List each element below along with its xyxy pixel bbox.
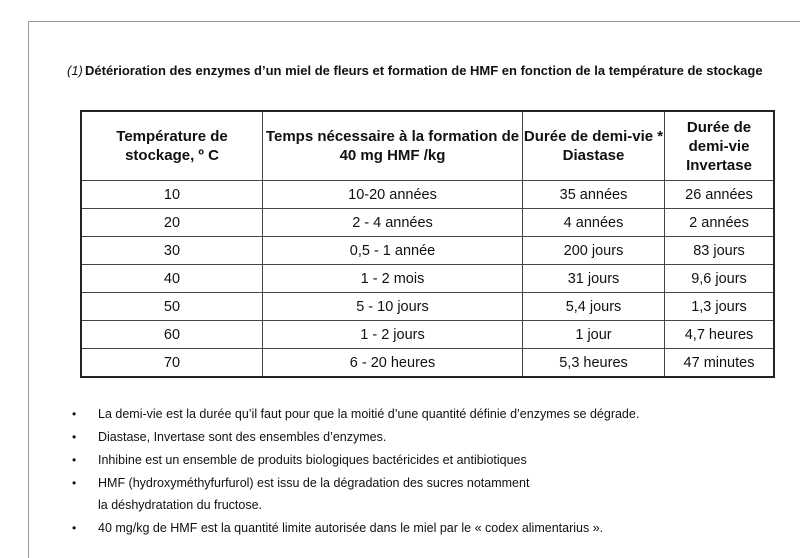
table-row xyxy=(81,265,774,293)
cell-temperature: 70 xyxy=(81,349,263,378)
list-item xyxy=(72,449,792,471)
header-diastase-half-life: Durée de demi-vie * Diastase xyxy=(523,111,665,181)
cell-temperature: 30 xyxy=(81,237,263,265)
table-caption xyxy=(67,60,787,82)
list-item xyxy=(72,472,792,516)
cell-hmf-time: 0,5 - 1 année xyxy=(263,237,523,265)
note-text: HMF (hydroxyméthyfurfurol) est issu de la dégradation des sucres notamment xyxy=(98,476,530,490)
cell-invertase: 47 minutes xyxy=(665,349,775,378)
table-row xyxy=(81,209,774,237)
list-item xyxy=(72,403,792,425)
header-temperature: Température de stockage, º C xyxy=(81,111,263,181)
cell-diastase: 31 jours xyxy=(523,265,665,293)
caption-text: Détérioration des enzymes d’un miel de fleurs et formation de HMF en fonction de la température de stockage xyxy=(85,63,763,78)
notes-list xyxy=(72,403,792,540)
bullet-icon: • xyxy=(72,453,77,467)
cell-invertase: 26 années xyxy=(665,181,775,209)
cell-temperature: 20 xyxy=(81,209,263,237)
note-text: Inhibine est un ensemble de produits biologiques bactéricides et antibiotiques xyxy=(98,453,527,467)
note-text: La demi-vie est la durée qu’il faut pour que la moitié d’une quantité définie d’enzymes se dégrade. xyxy=(98,407,640,421)
cell-invertase: 4,7 heures xyxy=(665,321,775,349)
cell-invertase: 9,6 jours xyxy=(665,265,775,293)
table-row xyxy=(81,237,774,265)
table-header-row xyxy=(81,111,774,181)
bullet-icon: • xyxy=(72,476,77,490)
cell-diastase: 5,4 jours xyxy=(523,293,665,321)
cell-diastase: 200 jours xyxy=(523,237,665,265)
caption-number: (1) xyxy=(67,63,83,78)
cell-invertase: 2 années xyxy=(665,209,775,237)
table-row xyxy=(81,321,774,349)
bullet-icon: • xyxy=(72,407,77,421)
cell-hmf-time: 1 - 2 jours xyxy=(263,321,523,349)
cell-temperature: 50 xyxy=(81,293,263,321)
header-hmf-time: Temps nécessaire à la formation de 40 mg HMF /kg xyxy=(263,111,523,181)
cell-hmf-time: 5 - 10 jours xyxy=(263,293,523,321)
cell-hmf-time: 1 - 2 mois xyxy=(263,265,523,293)
table-row xyxy=(81,181,774,209)
note-text: 40 mg/kg de HMF est la quantité limite autorisée dans le miel par le « codex alimentarius ». xyxy=(98,521,604,535)
bullet-icon: • xyxy=(72,521,77,535)
cell-hmf-time: 10-20 années xyxy=(263,181,523,209)
cell-temperature: 10 xyxy=(81,181,263,209)
list-item xyxy=(72,517,792,539)
cell-invertase: 83 jours xyxy=(665,237,775,265)
header-invertase-half-life: Durée de demi-vie Invertase xyxy=(665,111,775,181)
cell-diastase: 35 années xyxy=(523,181,665,209)
cell-temperature: 40 xyxy=(81,265,263,293)
cell-diastase: 5,3 heures xyxy=(523,349,665,378)
cell-hmf-time: 2 - 4 années xyxy=(263,209,523,237)
cell-hmf-time: 6 - 20 heures xyxy=(263,349,523,378)
page-border-top xyxy=(28,21,800,22)
table-row xyxy=(81,349,774,378)
cell-temperature: 60 xyxy=(81,321,263,349)
cell-diastase: 1 jour xyxy=(523,321,665,349)
cell-invertase: 1,3 jours xyxy=(665,293,775,321)
note-text: Diastase, Invertase sont des ensembles d’enzymes. xyxy=(98,430,387,444)
list-item xyxy=(72,426,792,448)
note-text-continuation: la déshydratation du fructose. xyxy=(98,498,262,512)
bullet-icon: • xyxy=(72,430,77,444)
cell-diastase: 4 années xyxy=(523,209,665,237)
enzyme-hmf-table xyxy=(80,110,775,378)
page-border-left xyxy=(28,21,29,558)
table-row xyxy=(81,293,774,321)
